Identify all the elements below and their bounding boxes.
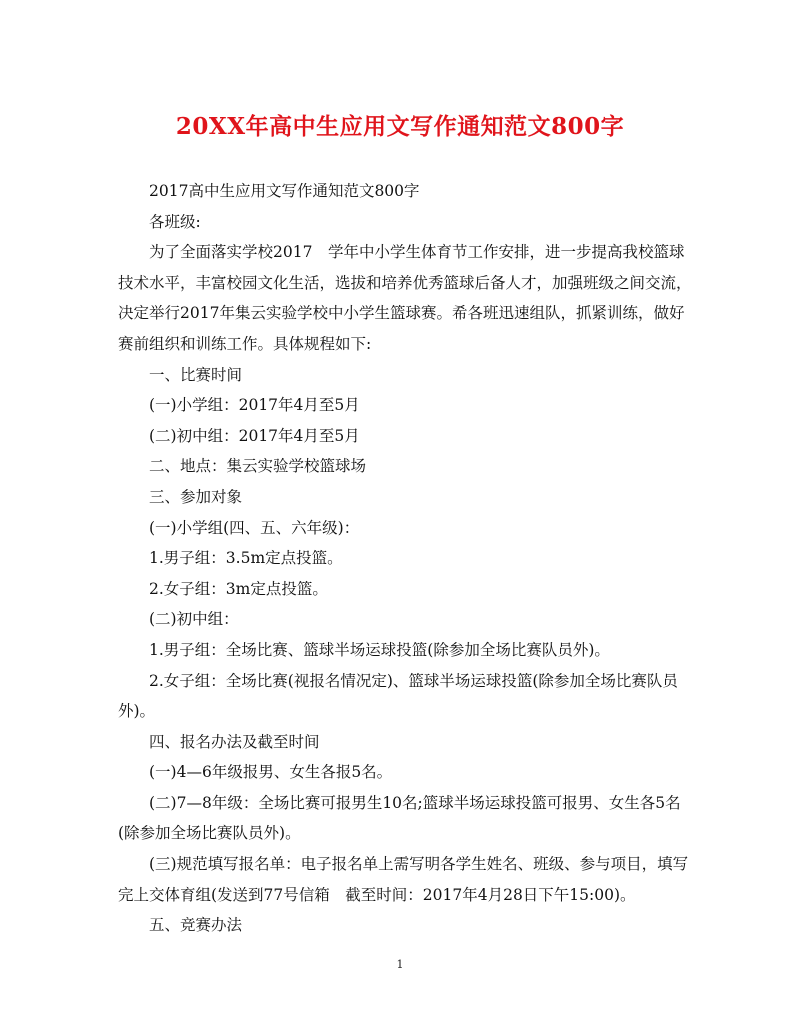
paragraph-junior-girls: 2.女子组：全场比赛(视报名情况定)、篮球半场运球投篮(除参加全场比赛队员外)。	[118, 671, 678, 721]
paragraph-primary-time: (一)小学组：2017年4月至5月	[149, 396, 360, 415]
paragraph-subtitle: 2017高中生应用文写作通知范文800字	[149, 182, 420, 200]
paragraph-junior-group: (二)初中组：	[149, 610, 239, 629]
paragraph-intro: 为了全面落实学校2017 学年中小学生体育节工作安排，进一步提高我校篮球技术水平，丰富校园文化生活，选拔和培养优秀篮球后备人才，加强班级之间交流，决定举行2017年集云实验学校中小学生篮球赛。希各班迅速组队，抓紧训练，做好赛前组织和训练工作。具体规程如下:	[118, 243, 692, 353]
page-number: 1	[396, 958, 404, 971]
paragraph-junior-time: (二)初中组：2017年4月至5月	[149, 426, 360, 445]
heading-location: 二、地点：集云实验学校篮球场	[149, 457, 367, 476]
document-body	[118, 176, 693, 941]
paragraph-registration-2: (二)7—8年级：全场比赛可报男生10名;篮球半场运球投篮可报男、女生各5名(除参加全场比赛队员外)。	[118, 793, 681, 843]
heading-participants: 三、参加对象	[149, 487, 243, 506]
heading-competition-rules: 五、竞赛办法	[149, 916, 243, 935]
paragraph-primary-girls: 2.女子组：3m定点投篮。	[149, 579, 328, 598]
paragraph-primary-boys: 1.男子组：3.5m定点投篮。	[149, 549, 343, 568]
paragraph-salutation: 各班级:	[149, 212, 201, 231]
document-title: 20XX年高中生应用文写作通知范文800字	[175, 113, 625, 140]
paragraph-primary-group: (一)小学组(四、五、六年级)：	[149, 518, 360, 537]
paragraph-registration-3: (三)规范填写报名单：电子报名单上需写明各学生姓名、班级、参与项目，填写完上交体育组(发送到77号信箱 截至时间：2017年4月28日下午15:00)。	[118, 855, 689, 904]
paragraph-junior-boys: 1.男子组：全场比赛、篮球半场运球投篮(除参加全场比赛队员外)。	[149, 640, 610, 659]
paragraph-registration-1: (一)4—6年级报男、女生各报5名。	[149, 763, 393, 782]
heading-match-time: 一、比赛时间	[149, 365, 243, 384]
heading-registration: 四、报名办法及截至时间	[149, 732, 320, 751]
